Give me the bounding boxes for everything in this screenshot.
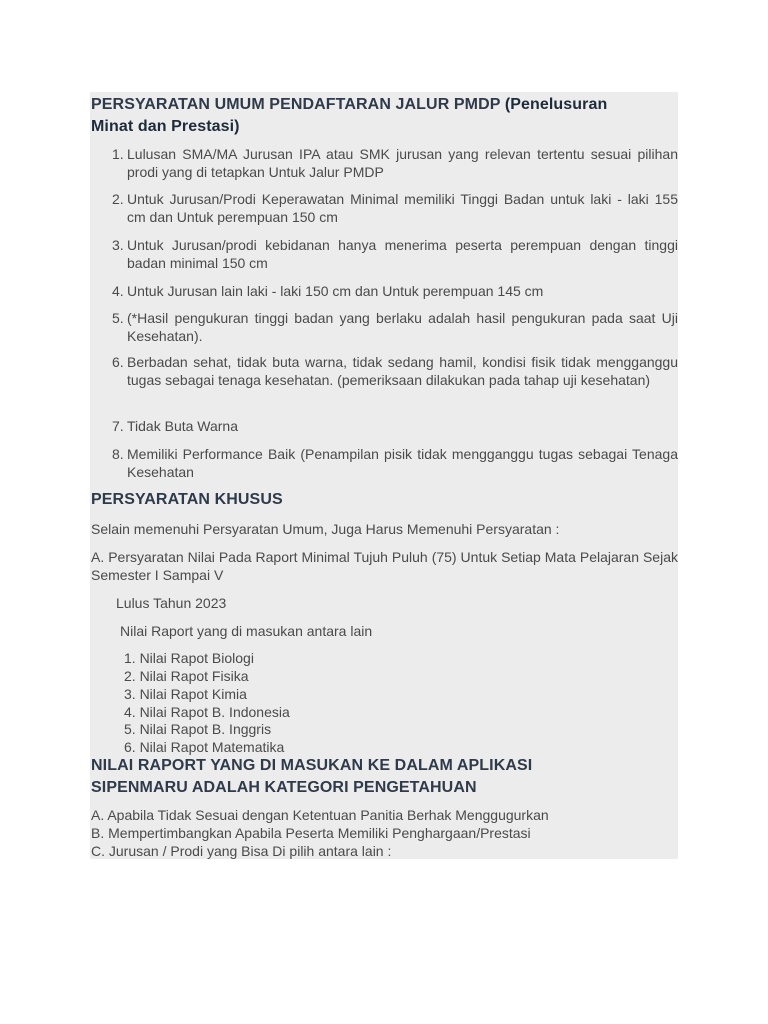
requirement-a <box>91 548 678 584</box>
list-text: Untuk Jurusan/Prodi Keperawatan Minimal memiliki Tinggi Badan untuk laki - laki 155 cm dan Untuk perempuan 150 cm <box>127 191 678 225</box>
list-text: Untuk Jurusan lain laki - laki 150 cm dan Untuk perempuan 145 cm <box>127 283 544 299</box>
section-heading-nilai-raport <box>91 755 671 799</box>
note-line-b: B. Mempertimbangkan Apabila Peserta Memiliki Penghargaan/Prestasi <box>91 825 531 841</box>
lulus-tahun: Lulus Tahun 2023 <box>116 595 227 611</box>
nilai-raport-intro: Nilai Raport yang di masukan antara lain <box>120 623 373 639</box>
heading-line-1: NILAI RAPORT YANG DI MASUKAN KE DALAM APLIKASI <box>91 757 533 774</box>
subject-item: 4. Nilai Rapot B. Indonesia <box>124 704 290 720</box>
list-number: 4. <box>112 283 124 299</box>
requirement-a-text: A. Persyaratan Nilai Pada Raport Minimal Tujuh Puluh (75) Untuk Setiap Mata Pelajaran Sejak Semester I Sampai V <box>91 549 678 583</box>
list-number: 2. <box>112 191 124 207</box>
list-text: Tidak Buta Warna <box>127 418 239 434</box>
section-heading-persyaratan-umum <box>91 94 671 138</box>
subject-item: 6. Nilai Rapot Matematika <box>124 739 285 755</box>
heading-line-2: SIPENMARU ADALAH KATEGORI PENGETAHUAN <box>91 779 477 796</box>
note-line-c: C. Jurusan / Prodi yang Bisa Di pilih antara lain : <box>91 843 392 859</box>
note-line-a: A. Apabila Tidak Sesuai dengan Ketentuan Panitia Berhak Menggugurkan <box>91 807 549 823</box>
heading-main-text: PERSYARATAN UMUM PENDAFTARAN JALUR PMDP <box>91 96 501 113</box>
list-number: 6. <box>112 354 124 370</box>
heading-sub-text: (Penelusuran <box>504 96 608 113</box>
list-number: 7. <box>112 418 124 434</box>
list-text: Berbadan sehat, tidak buta warna, tidak sedang hamil, kondisi fisik tidak mengganggu tugas sebagai tenaga kesehatan. (pemeriksaan dilakukan pada tahap uji kesehatan) <box>127 354 678 388</box>
list-text: Memiliki Performance Baik (Penampilan pisik tidak mengganggu tugas sebagai Tenaga Kesehatan <box>127 446 678 480</box>
list-text: (*Hasil pengukuran tinggi badan yang berlaku adalah hasil pengukuran pada saat Uji Kesehatan). <box>127 310 678 344</box>
heading-second-line: Minat dan Prestasi) <box>91 118 240 135</box>
subject-item: 5. Nilai Rapot B. Inggris <box>124 721 272 737</box>
list-text: Lulusan SMA/MA Jurusan IPA atau SMK jurusan yang relevan tertentu sesuai pilihan prodi yang di tetapkan Untuk Jalur PMDP <box>127 146 678 180</box>
list-number: 5. <box>112 310 124 326</box>
subject-item: 2. Nilai Rapot Fisika <box>124 668 249 684</box>
list-number: 3. <box>112 237 124 253</box>
subject-item: 3. Nilai Rapot Kimia <box>124 686 247 702</box>
section-intro: Selain memenuhi Persyaratan Umum, Juga Harus Memenuhi Persyaratan : <box>91 521 560 537</box>
list-number: 1. <box>112 146 124 162</box>
list-number: 8. <box>112 446 124 462</box>
list-text: Untuk Jurusan/prodi kebidanan hanya menerima peserta perempuan dengan tinggi badan minimal 150 cm <box>127 237 678 271</box>
section-heading-persyaratan-khusus: PERSYARATAN KHUSUS <box>91 491 283 508</box>
subject-item: 1. Nilai Rapot Biologi <box>124 650 254 666</box>
